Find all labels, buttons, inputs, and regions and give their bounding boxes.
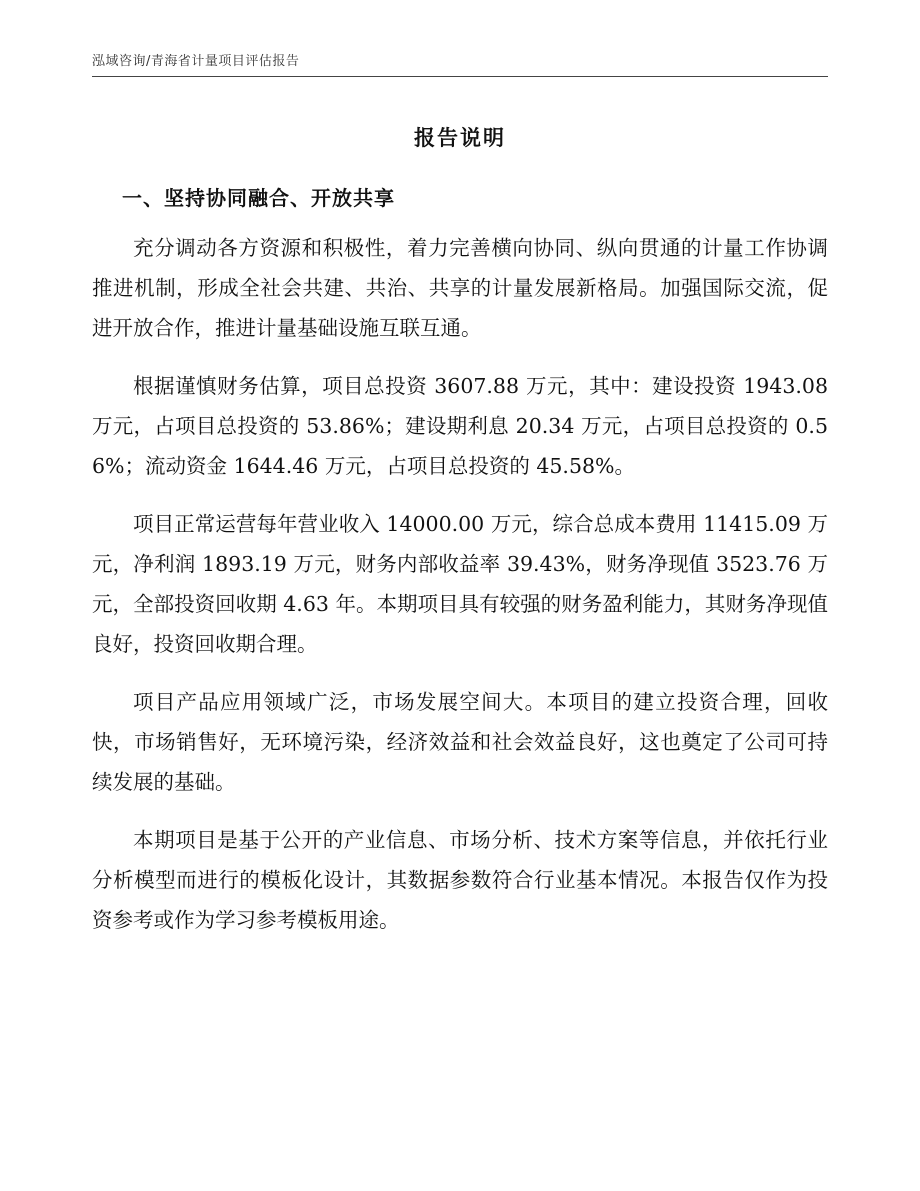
- document-title: 报告说明: [414, 126, 506, 150]
- paragraph-3: 项目正常运营每年营业收入 14000.00 万元，综合总成本费用 11415.09 万元，净利润 1893.19 万元，财务内部收益率 39.43%，财务净现值 3523.76 万元，全部投资回收期 4.63 年。本期项目具有较强的财务盈利能力，其财务净现值良好，投资回收期合理。: [92, 512, 828, 656]
- running-header: 泓域咨询/青海省计量项目评估报告: [92, 54, 300, 69]
- paragraph-4: 项目产品应用领域广泛，市场发展空间大。本项目的建立投资合理，回收快，市场销售好，无环境污染，经济效益和社会效益良好，这也奠定了公司可持续发展的基础。: [92, 690, 828, 794]
- paragraph-1: 充分调动各方资源和积极性，着力完善横向协同、纵向贯通的计量工作协调推进机制，形成全社会共建、共治、共享的计量发展新格局。加强国际交流，促进开放合作，推进计量基础设施互联互通。: [92, 236, 828, 340]
- body-text: [92, 228, 828, 958]
- paragraph-2: 根据谨慎财务估算，项目总投资 3607.88 万元，其中：建设投资 1943.08 万元，占项目总投资的 53.86%；建设期利息 20.34 万元，占项目总投资的 0.56%；流动资金 1644.46 万元，占项目总投资的 45.58%。: [92, 374, 828, 478]
- header-divider: [92, 76, 828, 77]
- section-heading: 一、坚持协同融合、开放共享: [122, 186, 395, 210]
- paragraph-5: 本期项目是基于公开的产业信息、市场分析、技术方案等信息，并依托行业分析模型而进行的模板化设计，其数据参数符合行业基本情况。本报告仅作为投资参考或作为学习参考模板用途。: [92, 828, 828, 932]
